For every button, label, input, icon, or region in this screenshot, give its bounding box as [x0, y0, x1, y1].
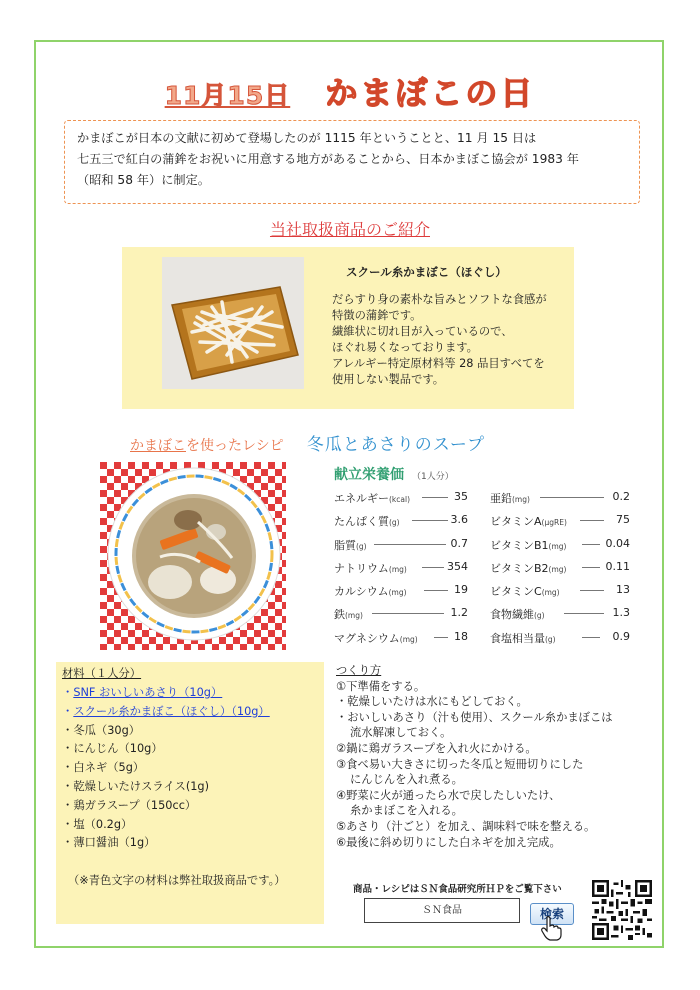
nutrition-row: 亜鉛(mg) 0.2 [490, 490, 630, 505]
product-description [332, 292, 547, 388]
ingredient-item: ・薄口醤油（1g） [62, 836, 156, 850]
product-desc-line: 繊維状に切れ目が入っているので、 [332, 325, 513, 338]
ingredient-item: ・乾燥しいたけスライス(1g) [62, 779, 210, 793]
nutrition-row: ビタミンB2(mg) 0.11 [490, 559, 630, 575]
nutrition-row: エネルギー(kcal) 35 [334, 490, 468, 505]
nutrition-right-column [490, 490, 632, 653]
nutrition-row: ナトリウム(mg) 354 [334, 559, 468, 575]
nutrition-row: カルシウム(mg) 19 [334, 583, 468, 599]
step-line: ・乾燥しいたけは水にもどしておく。 [336, 695, 528, 709]
step-line: 流水解凍しておく。 [350, 726, 452, 740]
nutrition-value: 18 [454, 629, 468, 643]
recipe-steps [336, 663, 613, 850]
nutrition-value: 35 [454, 490, 468, 503]
product-desc-line: 使用しない製品です。 [332, 373, 445, 386]
soup-photo [100, 462, 286, 650]
hand-cursor-icon [540, 915, 562, 941]
nutrition-row: 食塩相当量(g) 0.9 [490, 629, 630, 645]
steps-heading: つくり方 [336, 664, 382, 677]
recipe-heading [130, 430, 485, 455]
nutrition-row: ビタミンB1(mg) 0.04 [490, 536, 630, 552]
ingredients-panel [56, 662, 324, 924]
ingredient-item: ・塩（0.2g） [62, 817, 133, 831]
nutrition-row: 鉄(mg) 1.2 [334, 606, 468, 622]
intro-line: かまぼこが日本の文献に初めて登場したのが 1115 年ということと、11 月 15 日は [77, 131, 537, 145]
step-line: ②鍋に鶏ガラスープを入れ火にかける。 [336, 741, 537, 755]
ingredient-item: ・白ネギ（5g） [62, 761, 145, 775]
products-heading: 当社取扱商品のご紹介 [269, 220, 430, 239]
title-main: かまぼこの日 [325, 74, 536, 112]
step-line: ・おいしいあさり（汁も使用）、スクール糸かまぼこは [336, 710, 613, 724]
nutrition-value: 0.11 [605, 559, 630, 573]
ingredients-heading: 材料（１人分） [62, 667, 142, 680]
ingredient-link[interactable]: ・SNF おいしいあさり（10g） [62, 686, 223, 699]
title-date: 11月15日 [164, 81, 291, 110]
product-name: スクール糸かまぼこ（ほぐし） [346, 265, 507, 279]
product-photo [162, 257, 304, 389]
intro-box [64, 120, 640, 204]
nutrition-value: 1.3 [612, 606, 630, 620]
intro-line: 七五三で紅白の蒲鉾をお祝いに用意する地方があることから、日本かまぼこ協会が 1983 年 [77, 152, 579, 166]
ingredient-item: ・にんじん（10g） [62, 742, 163, 756]
nutrition-left-column [334, 490, 470, 653]
ingredient-item: ・鶏ガラスープ（150cc） [62, 798, 197, 812]
nutrition-value: 0.2 [612, 490, 630, 503]
search-input[interactable]: ＳＮ食品 [364, 898, 520, 923]
product-desc-line: だらすり身の素朴な旨みとソフトな食感が [332, 293, 547, 306]
ingredient-item: ・冬瓜（30g） [62, 723, 141, 737]
step-line: ⑥最後に斜め切りにした白ネギを加え完成。 [336, 835, 561, 849]
footer-note: 商品・レシピはＳＮ食品研究所ＨＰをご覧下さい [353, 884, 562, 895]
nutrition-value: 354 [447, 559, 468, 573]
nutrition-row: ビタミンC(mg) 13 [490, 583, 630, 599]
nutrition-title: 献立栄養価 （1人分） [334, 467, 454, 483]
recipe-name: 冬瓜とあさりのスープ [306, 435, 486, 455]
nutrition-value: 1.2 [450, 606, 468, 620]
nutrition-value: 0.04 [605, 536, 630, 550]
nutrition-row: マグネシウム(mg) 18 [334, 629, 468, 645]
nutrition-value: 0.9 [612, 629, 630, 643]
product-desc-line: 特徴の蒲鉾です。 [332, 309, 422, 322]
nutrition-value: 3.6 [450, 513, 468, 527]
product-desc-line: アレルギー特定原材料等 28 品目すべてを [332, 357, 545, 370]
nutrition-row: たんぱく質(g) 3.6 [334, 513, 468, 529]
step-line: ③食べ易い大きさに切った冬瓜と短冊切りにした [336, 757, 584, 771]
product-desc-line: ほぐれ易くなっております。 [332, 341, 478, 354]
qr-code-icon [592, 880, 652, 940]
recipe-label: かまぼこを使ったレシピ [130, 438, 284, 454]
nutrition-value: 19 [454, 583, 468, 597]
nutrition-per: （1人分） [412, 472, 454, 482]
step-line: にんじんを入れ煮る。 [350, 773, 463, 787]
nutrition-row: 脂質(g) 0.7 [334, 536, 468, 552]
step-line: ①下準備をする。 [336, 679, 426, 693]
search-button[interactable]: 検索 [530, 903, 574, 925]
step-line: ⑤あさり（汁ごと）を加え、調味料で味を整える。 [336, 819, 596, 833]
intro-line: （昭和 58 年）に制定。 [77, 173, 210, 187]
ingredients-list [62, 684, 270, 853]
nutrition-value: 0.7 [450, 536, 468, 550]
page-title [0, 68, 700, 114]
ingredient-link[interactable]: ・スクール糸かまぼこ（ほぐし）（10g） [62, 704, 270, 718]
product-panel [122, 247, 574, 409]
nutrition-row: ビタミンA(μgRE) 75 [490, 513, 630, 529]
ingredients-note: （※青色文字の材料は弊社取扱商品です。） [68, 874, 286, 887]
step-line: 糸かまぼこを入れる。 [350, 804, 463, 818]
nutrition-row: 食物繊維(g) 1.3 [490, 606, 630, 622]
nutrition-value: 75 [616, 513, 630, 527]
nutrition-value: 13 [616, 583, 630, 597]
step-line: ④野菜に火が通ったら水で戻したしいたけ、 [336, 788, 561, 802]
